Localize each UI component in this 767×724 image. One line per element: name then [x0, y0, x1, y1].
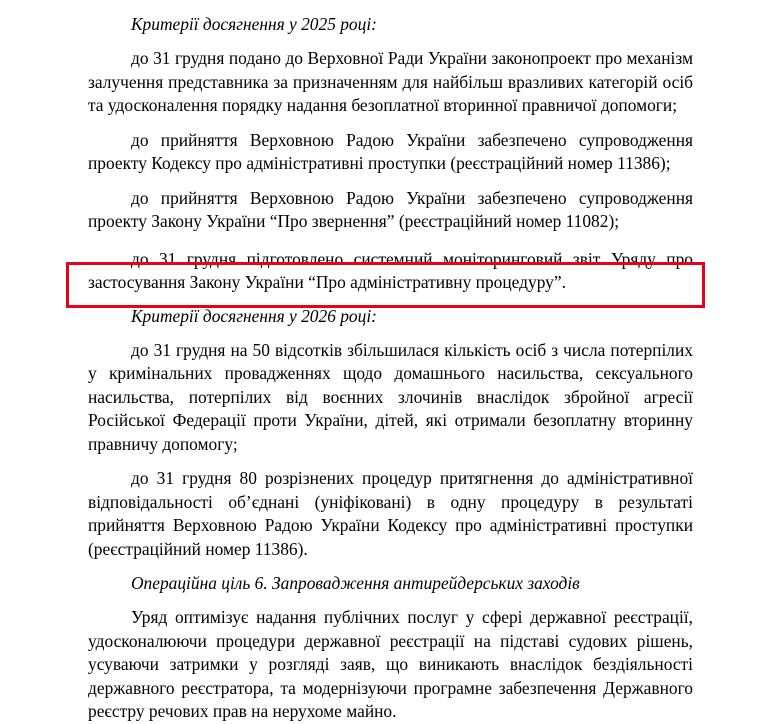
section-heading-operational-goal-6: Операційна ціль 6. Запровадження антирейдерських заходів [131, 573, 580, 593]
paragraph-highlighted: до 31 грудня підготовлено системний моніторинговий звіт Уряду про застосування Закону України “Про адміністративну процедуру”. [88, 248, 693, 292]
paragraph: до 31 грудня подано до Верховної Ради України законопроект про механізм залучення представника за призначенням для найбільш вразливих категорій осіб та удосконалення порядку надання безоплатної вторинної правничої допомоги; [88, 48, 693, 115]
paragraph: до 31 грудня на 50 відсотків збільшилася кількість осіб з числа потерпілих у кримінальних провадженнях щодо домашнього насильства, сексуального насильства, потерпілих від воєнних злочинів внаслідок збройної агресії Російської Федерації проти України, дітей, які отримали безоплатну вторинну правничу допомогу; [88, 339, 693, 454]
paragraph: Уряд оптимізує надання публічних послуг у сфері державної реєстрації, удосконалюючи процедури державної реєстрації на підставі судових рішень, усуваючи затримки у розгляді заяв, що виникають внаслідок бездіяльності державного реєстратора, та модернізуючи програмне забезпечення Державного реєстру речових прав на нерухоме майно. [88, 607, 693, 721]
document-page [88, 0, 693, 724]
red-highlight-box [66, 262, 705, 308]
section-heading-2025: Критерії досягнення у 2025 році: [131, 14, 377, 34]
paragraph: до 31 грудня 80 розрізнених процедур притягнення до адміністративної відповідальності об’єднані (уніфіковані) в одну процедуру в результаті прийняття Верховною Радою України Кодексу про адміністративні проступки (реєстраційний номер 11386). [88, 468, 693, 559]
section-heading-2026: Критерії досягнення у 2026 році: [131, 305, 377, 326]
paragraph: до прийняття Верховною Радою України забезпечено супроводження проекту Кодексу про адміністративні проступки (реєстраційний номер 11386); [88, 129, 693, 173]
paragraph: до прийняття Верховною Радою України забезпечено супроводження проекту Закону України “Про звернення” (реєстраційний номер 11082); [88, 187, 693, 231]
